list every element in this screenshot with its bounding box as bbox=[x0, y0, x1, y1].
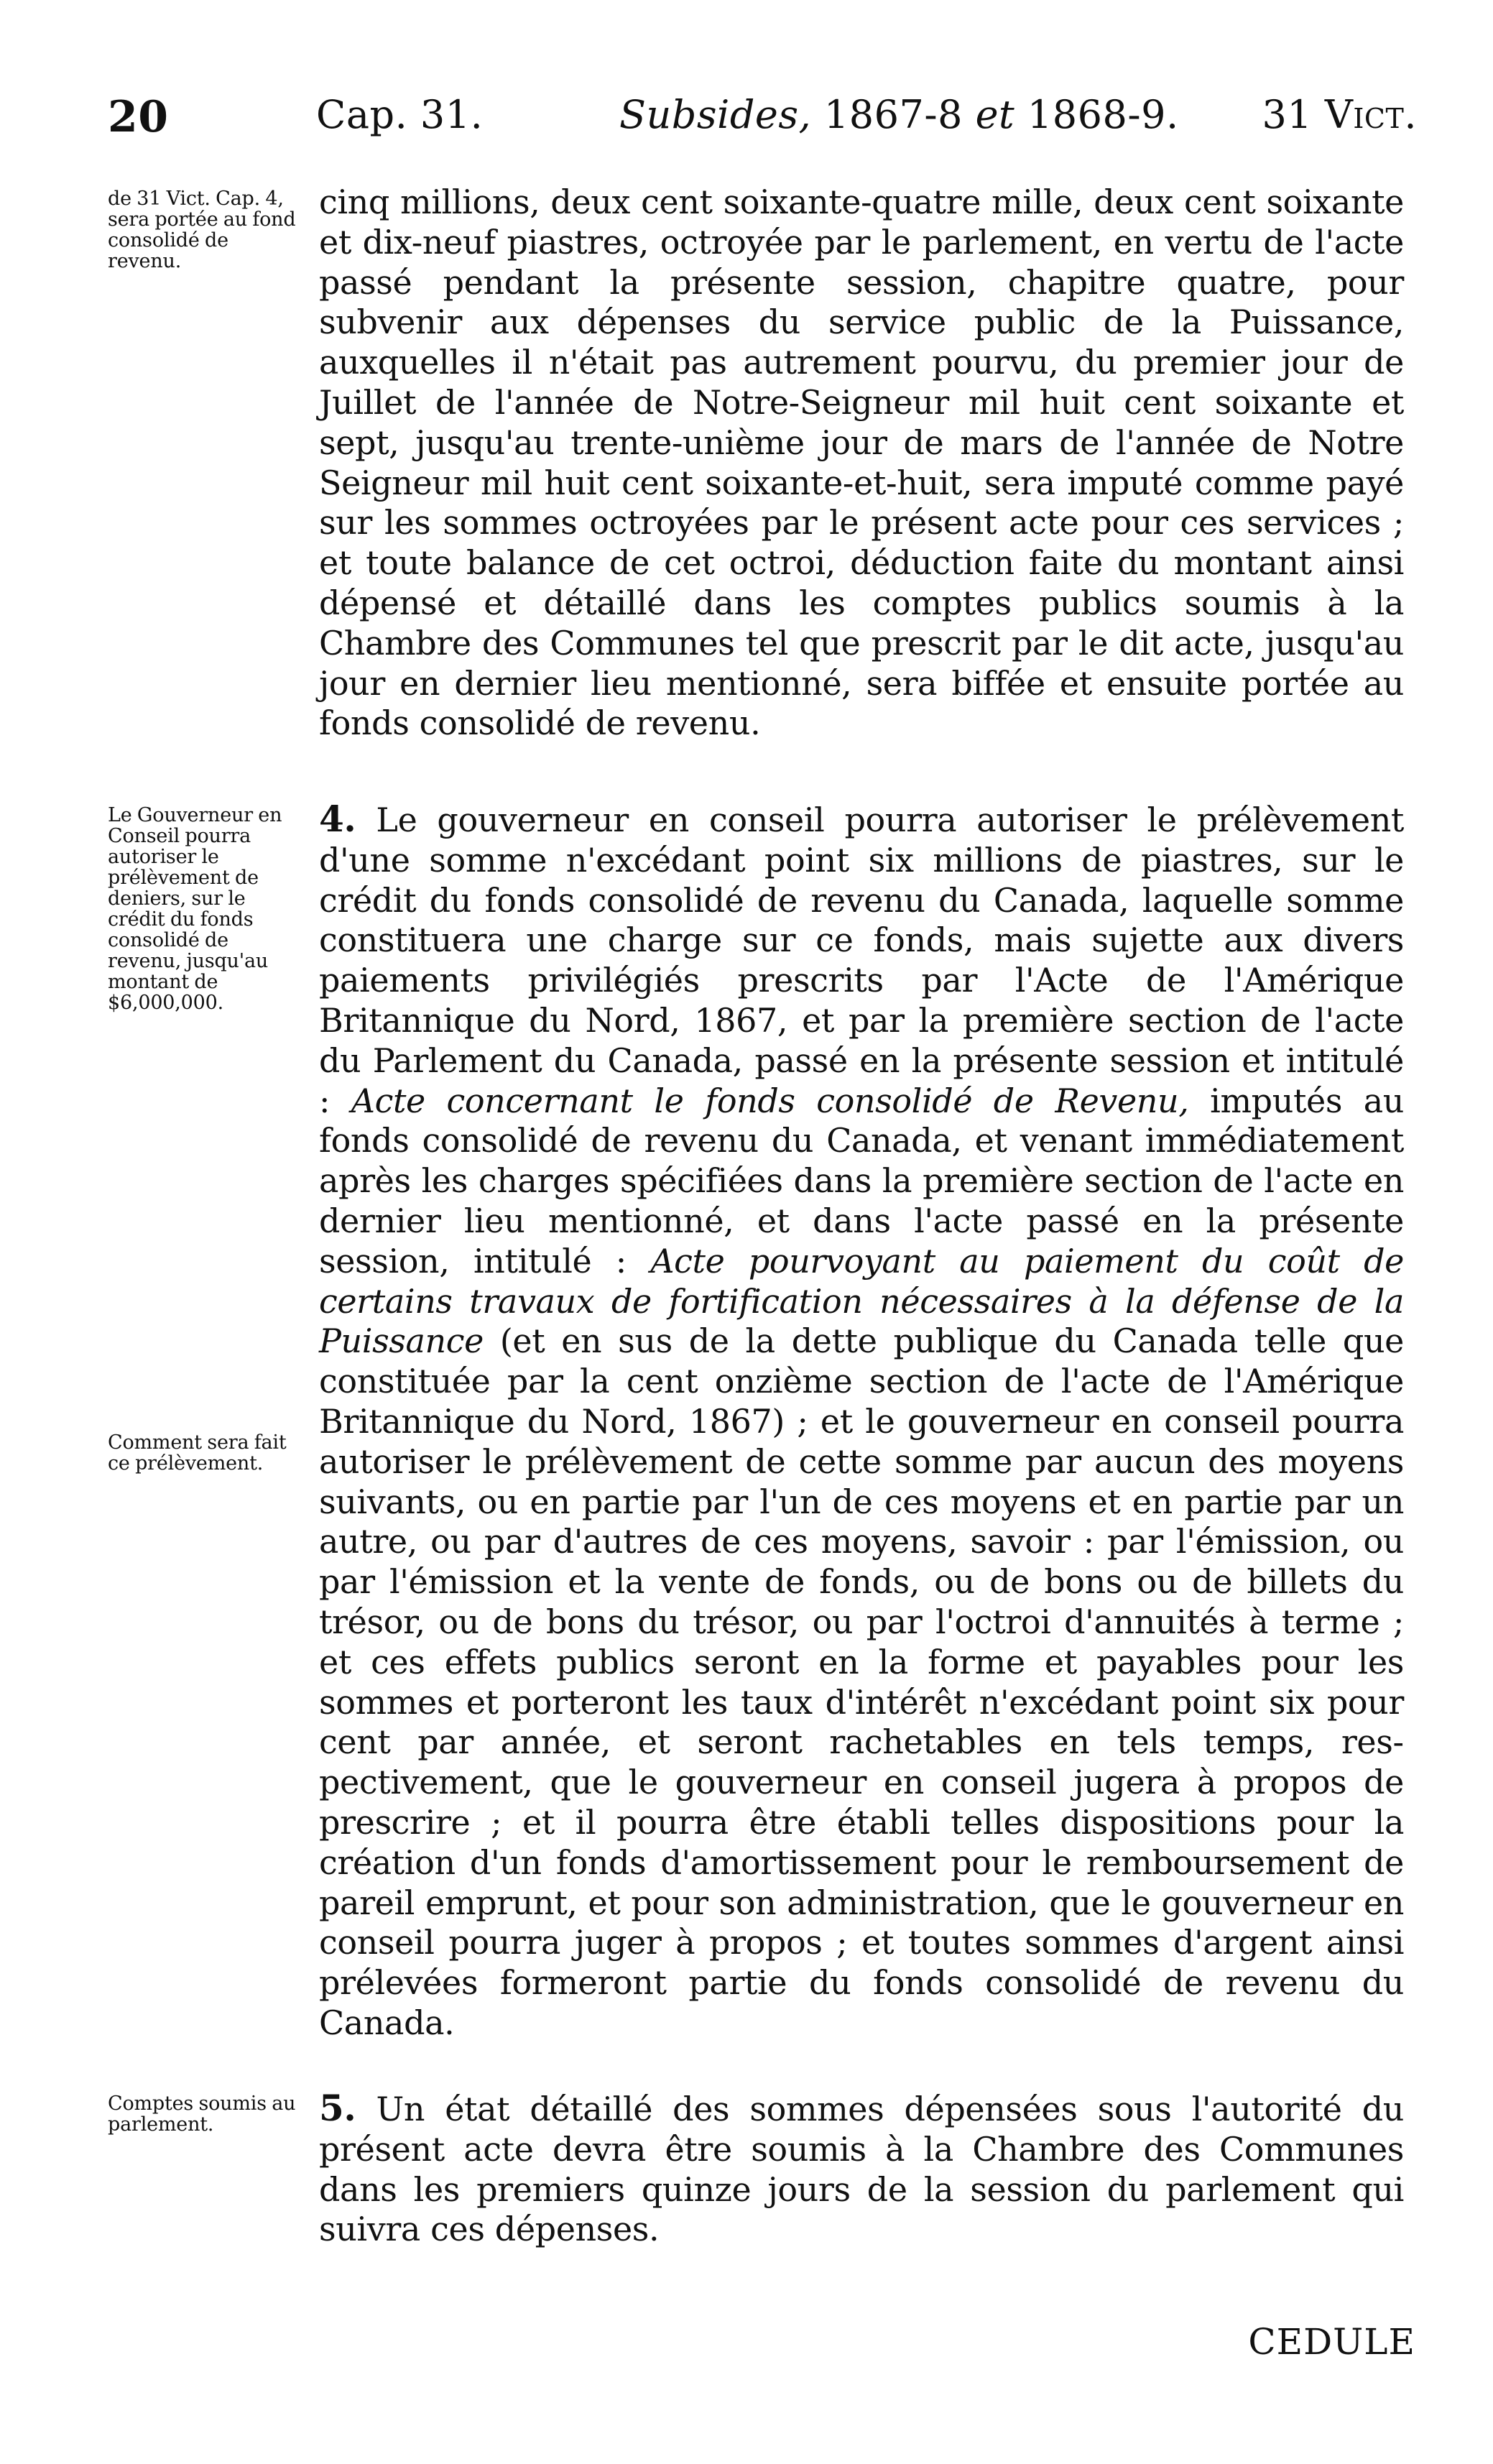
margin-note-method: Comment sera fait ce prélèvement. bbox=[108, 1431, 287, 1475]
chapter-label: Cap. 31. bbox=[316, 92, 484, 137]
section-4-act-title-1: Acte concernant le fonds consolidé de Revenu, bbox=[351, 1081, 1189, 1120]
section-4-act-title-2: Acte pourvoyant au paiement du coût de certains travaux de fortification nécessaires à la défense de la Puissance bbox=[319, 1241, 1404, 1361]
page-number: 20 bbox=[108, 92, 169, 142]
section-4-number: 4. bbox=[319, 798, 356, 840]
section-5-text: Un état détaillé des sommes dépensées sous l'autorité du présent acte devra être soumis à la Chambre des Communes dans les premiers quinze jours de la session du parlement qui suivra ces dépenses. bbox=[319, 2090, 1404, 2249]
section-4-text-b: imputés au fonds consolidé de revenu du Canada, et venant immédiatement après les charges spécifiées dans la première section de l'acte en dernier lieu mentionné, et dans l'acte passé en la présente session, intitulé : bbox=[319, 1081, 1404, 1281]
catchword: CEDULE bbox=[1248, 2321, 1415, 2363]
running-title-et: et bbox=[975, 92, 1015, 137]
margin-note-loan-authority: Le Gouverneur en Conseil pourra autoriser le prélèvement de deniers, sur le crédit du fonds consolidé de revenu, jusqu'au montant de $6,000,000. bbox=[108, 804, 282, 1014]
section-5-number: 5. bbox=[319, 2087, 356, 2129]
regnal-year: 31 Vict. bbox=[1262, 92, 1417, 137]
margin-note-accounts: Comptes soumis au parlement. bbox=[108, 2092, 296, 2136]
section-4 bbox=[319, 799, 1404, 2044]
running-title-years-1: 1867-8 bbox=[811, 92, 976, 137]
running-title-italic: Subsides, bbox=[619, 92, 812, 137]
section-5 bbox=[319, 2088, 1404, 2250]
paragraph-continuation: cinq millions, deux cent soixante-quatre mille, deux cent soixante et dix-neuf piastres, octroyée par le parlement, en vertu de l'acte passé pendant la présente session, chapitre quatre, pour subvenir aux dépenses du service public de la Puissance, auxquelles il n'était pas autrement pourvu, du premier jour de Juillet de l'année de Notre-Seigneur mil huit cent soixante et sept, jusqu'au trente-unième jour de mars de l'année de Notre Seigneur mil huit cent soixante-et-huit, sera imputé comme payé sur les sommes octroyées par le présent acte pour ces services ; et toute balance de cet octroi, déduction faite du montant ainsi dépensé et détaillé dans les comptes publics soumis à la Chambre des Communes tel que prescrit par le dit acte, jusqu'au jour en dernier lieu mentionné, sera biffée et ensuite portée au fonds consolidé de revenu. bbox=[319, 183, 1404, 743]
running-header bbox=[108, 92, 1417, 149]
section-4-text-a: Le gouverneur en conseil pourra autoriser le prélèvement d'une somme n'excédant point six millions de piastres, sur le crédit du fonds consolidé de revenu du Canada, laquelle somme constituera une charge sur ce fonds, mais sujette aux divers paiements privilégiés prescrits par l'Acte de l'Amérique Britannique du Nord, 1867, et par la première section de l'acte du Parlement du Canada, passé en la présente session et intitulé : bbox=[319, 800, 1404, 1120]
running-title bbox=[619, 92, 1179, 137]
margin-note-balance: de 31 Vict. Cap. 4, sera portée au fond consolidé de revenu. bbox=[108, 188, 296, 272]
section-4-text-c: (et en sus de la dette publique du Canada telle que constituée par la cent onzième section de l'acte de l'Amérique Britannique du Nord, 1867) ; et le gouverneur en conseil pourra autoriser le prélèvement de cette somme par aucun des moyens suivants, ou en partie par l'un de ces moyens et en partie par un autre, ou par d'autres de ces moyens, savoir : par l'émission, ou par l'émission et la vente de fonds, ou de bons ou de billets du trésor, ou de bons du trésor, ou par l'octroi d'annuités à terme ; et ces effets publics seront en la forme et payables pour les sommes et porteront les taux d'intérêt n'excédant point six pour cent par année, et seront rachetables en tels temps, respectivement, que le gouverneur en conseil jugera à propos de prescrire ; et il pourra être établi telles dispositions pour la création d'un fonds d'amortissement pour le remboursement de pareil emprunt, et pour son administration, que le gouverneur en conseil pourra juger à propos ; et toutes sommes d'argent ainsi prélevées formeront partie du fonds consolidé de revenu du Canada. bbox=[319, 1321, 1404, 2042]
running-title-years-2: 1868-9. bbox=[1014, 92, 1179, 137]
